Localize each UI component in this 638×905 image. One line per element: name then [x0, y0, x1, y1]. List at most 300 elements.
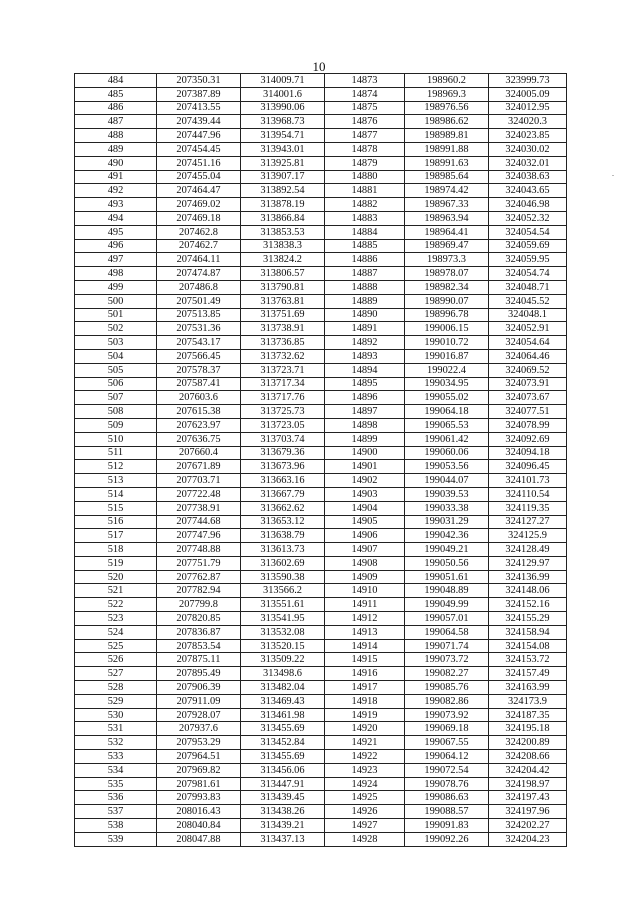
cell-x-coordinate: 207636.75 [157, 432, 241, 446]
cell-x-coordinate-2: 199042.36 [405, 529, 489, 543]
cell-y-coordinate-2: 324119.35 [489, 501, 567, 515]
cell-y-coordinate-2: 324048.1 [489, 308, 567, 322]
cell-point-number-2: 14886 [325, 253, 405, 267]
cell-point-number-2: 14908 [325, 556, 405, 570]
table-row [75, 777, 567, 791]
cell-y-coordinate: 313725.73 [241, 405, 325, 419]
cell-x-coordinate-2: 199050.56 [405, 556, 489, 570]
cell-point-number: 521 [75, 584, 157, 598]
cell-x-coordinate-2: 199069.18 [405, 722, 489, 736]
cell-point-number-2: 14900 [325, 446, 405, 460]
cell-point-number: 529 [75, 694, 157, 708]
cell-x-coordinate-2: 199082.86 [405, 694, 489, 708]
cell-x-coordinate: 207911.09 [157, 694, 241, 708]
cell-point-number-2: 14927 [325, 819, 405, 833]
table-row [75, 87, 567, 101]
cell-point-number-2: 14885 [325, 239, 405, 253]
cell-point-number-2: 14875 [325, 101, 405, 115]
cell-x-coordinate-2: 199006.15 [405, 322, 489, 336]
cell-y-coordinate: 313638.79 [241, 529, 325, 543]
cell-x-coordinate: 207513.85 [157, 308, 241, 322]
cell-y-coordinate: 313703.74 [241, 432, 325, 446]
cell-y-coordinate-2: 324158.94 [489, 625, 567, 639]
cell-point-number-2: 14889 [325, 294, 405, 308]
cell-y-coordinate-2: 324073.67 [489, 391, 567, 405]
cell-x-coordinate: 207748.88 [157, 543, 241, 557]
cell-y-coordinate: 313551.61 [241, 598, 325, 612]
cell-y-coordinate: 313892.54 [241, 184, 325, 198]
cell-point-number-2: 14890 [325, 308, 405, 322]
cell-y-coordinate: 313439.21 [241, 819, 325, 833]
cell-x-coordinate-2: 199067.55 [405, 736, 489, 750]
cell-x-coordinate-2: 199088.57 [405, 805, 489, 819]
cell-x-coordinate: 207875.11 [157, 653, 241, 667]
cell-x-coordinate-2: 199065.53 [405, 418, 489, 432]
cell-y-coordinate-2: 324154.08 [489, 639, 567, 653]
cell-y-coordinate-2: 324052.32 [489, 211, 567, 225]
cell-point-number: 527 [75, 667, 157, 681]
cell-x-coordinate-2: 199049.99 [405, 598, 489, 612]
page-number: 10 [312, 59, 326, 74]
cell-point-number-2: 14921 [325, 736, 405, 750]
cell-x-coordinate-2: 198974.42 [405, 184, 489, 198]
cell-x-coordinate: 207350.31 [157, 74, 241, 88]
cell-point-number: 494 [75, 211, 157, 225]
table-row [75, 225, 567, 239]
cell-x-coordinate: 207993.83 [157, 791, 241, 805]
cell-point-number-2: 14914 [325, 639, 405, 653]
cell-y-coordinate-2: 324030.02 [489, 142, 567, 156]
cell-point-number: 488 [75, 129, 157, 143]
cell-point-number: 530 [75, 708, 157, 722]
table-row [75, 101, 567, 115]
cell-y-coordinate: 313943.01 [241, 142, 325, 156]
cell-x-coordinate: 207623.97 [157, 418, 241, 432]
cell-x-coordinate: 207566.45 [157, 349, 241, 363]
cell-x-coordinate-2: 198986.62 [405, 115, 489, 129]
cell-point-number: 502 [75, 322, 157, 336]
table-row [75, 253, 567, 267]
cell-x-coordinate-2: 199061.42 [405, 432, 489, 446]
cell-x-coordinate: 207660.4 [157, 446, 241, 460]
cell-point-number-2: 14919 [325, 708, 405, 722]
cell-y-coordinate-2: 324059.95 [489, 253, 567, 267]
cell-point-number: 524 [75, 625, 157, 639]
table-row [75, 432, 567, 446]
cell-y-coordinate-2: 324043.65 [489, 184, 567, 198]
cell-x-coordinate-2: 198989.81 [405, 129, 489, 143]
cell-y-coordinate: 313520.15 [241, 639, 325, 653]
cell-x-coordinate: 207439.44 [157, 115, 241, 129]
cell-y-coordinate-2: 324187.35 [489, 708, 567, 722]
cell-x-coordinate: 207820.85 [157, 612, 241, 626]
table-row [75, 418, 567, 432]
cell-x-coordinate-2: 198969.3 [405, 87, 489, 101]
cell-x-coordinate: 207455.04 [157, 170, 241, 184]
cell-x-coordinate: 207738.91 [157, 501, 241, 515]
cell-point-number-2: 14893 [325, 349, 405, 363]
cell-x-coordinate-2: 199072.54 [405, 763, 489, 777]
cell-point-number-2: 14926 [325, 805, 405, 819]
table-row [75, 708, 567, 722]
cell-point-number: 498 [75, 267, 157, 281]
cell-point-number-2: 14906 [325, 529, 405, 543]
cell-point-number-2: 14879 [325, 156, 405, 170]
cell-point-number-2: 14923 [325, 763, 405, 777]
cell-y-coordinate: 313751.69 [241, 308, 325, 322]
cell-x-coordinate-2: 198963.94 [405, 211, 489, 225]
table-row [75, 211, 567, 225]
cell-y-coordinate: 313790.81 [241, 280, 325, 294]
table-row [75, 750, 567, 764]
cell-y-coordinate: 314009.71 [241, 74, 325, 88]
cell-x-coordinate: 207587.41 [157, 377, 241, 391]
cell-point-number: 538 [75, 819, 157, 833]
cell-x-coordinate: 207486.8 [157, 280, 241, 294]
cell-y-coordinate-2: 324155.29 [489, 612, 567, 626]
cell-point-number: 485 [75, 87, 157, 101]
cell-y-coordinate-2: 324163.99 [489, 681, 567, 695]
table-row [75, 556, 567, 570]
cell-y-coordinate-2: 324078.99 [489, 418, 567, 432]
cell-x-coordinate-2: 198976.56 [405, 101, 489, 115]
cell-point-number-2: 14874 [325, 87, 405, 101]
cell-y-coordinate: 313653.12 [241, 515, 325, 529]
cell-point-number: 508 [75, 405, 157, 419]
cell-point-number: 514 [75, 487, 157, 501]
cell-point-number: 497 [75, 253, 157, 267]
cell-y-coordinate: 313968.73 [241, 115, 325, 129]
cell-point-number-2: 14901 [325, 460, 405, 474]
cell-y-coordinate-2: 324005.09 [489, 87, 567, 101]
table-row [75, 322, 567, 336]
cell-point-number-2: 14880 [325, 170, 405, 184]
cell-y-coordinate: 313824.2 [241, 253, 325, 267]
cell-y-coordinate-2: 324101.73 [489, 474, 567, 488]
cell-y-coordinate: 313455.69 [241, 750, 325, 764]
table-row [75, 598, 567, 612]
cell-point-number: 509 [75, 418, 157, 432]
cell-point-number: 531 [75, 722, 157, 736]
cell-point-number: 518 [75, 543, 157, 557]
table-row [75, 460, 567, 474]
cell-y-coordinate-2: 324045.52 [489, 294, 567, 308]
cell-x-coordinate: 207474.87 [157, 267, 241, 281]
cell-point-number-2: 14909 [325, 570, 405, 584]
cell-point-number-2: 14917 [325, 681, 405, 695]
table-row [75, 763, 567, 777]
cell-point-number: 495 [75, 225, 157, 239]
cell-y-coordinate-2: 324197.96 [489, 805, 567, 819]
cell-y-coordinate: 313447.91 [241, 777, 325, 791]
cell-x-coordinate-2: 199034.95 [405, 377, 489, 391]
scan-speck [612, 175, 614, 176]
cell-y-coordinate: 313954.71 [241, 129, 325, 143]
cell-y-coordinate: 313723.71 [241, 363, 325, 377]
cell-x-coordinate: 207462.7 [157, 239, 241, 253]
cell-point-number-2: 14903 [325, 487, 405, 501]
cell-y-coordinate-2: 324198.97 [489, 777, 567, 791]
cell-point-number-2: 14898 [325, 418, 405, 432]
cell-point-number: 504 [75, 349, 157, 363]
cell-point-number: 512 [75, 460, 157, 474]
cell-y-coordinate: 313566.2 [241, 584, 325, 598]
cell-point-number: 511 [75, 446, 157, 460]
cell-x-coordinate: 207464.47 [157, 184, 241, 198]
cell-y-coordinate-2: 324208.66 [489, 750, 567, 764]
cell-x-coordinate: 208047.88 [157, 832, 241, 846]
cell-point-number: 515 [75, 501, 157, 515]
cell-y-coordinate: 313461.98 [241, 708, 325, 722]
cell-point-number: 517 [75, 529, 157, 543]
cell-y-coordinate: 313853.53 [241, 225, 325, 239]
cell-x-coordinate: 207543.17 [157, 336, 241, 350]
cell-point-number: 534 [75, 763, 157, 777]
cell-point-number-2: 14920 [325, 722, 405, 736]
cell-x-coordinate-2: 199060.06 [405, 446, 489, 460]
cell-x-coordinate-2: 198969.47 [405, 239, 489, 253]
cell-x-coordinate-2: 198978.07 [405, 267, 489, 281]
cell-point-number: 489 [75, 142, 157, 156]
cell-y-coordinate: 313590.38 [241, 570, 325, 584]
table-row [75, 129, 567, 143]
cell-y-coordinate: 313736.85 [241, 336, 325, 350]
cell-x-coordinate: 207747.96 [157, 529, 241, 543]
table-row [75, 805, 567, 819]
cell-x-coordinate: 207615.38 [157, 405, 241, 419]
table-row [75, 156, 567, 170]
cell-x-coordinate-2: 199057.01 [405, 612, 489, 626]
cell-point-number: 516 [75, 515, 157, 529]
cell-x-coordinate: 207964.51 [157, 750, 241, 764]
cell-x-coordinate-2: 198991.88 [405, 142, 489, 156]
cell-x-coordinate: 207578.37 [157, 363, 241, 377]
cell-y-coordinate: 313717.34 [241, 377, 325, 391]
cell-point-number-2: 14895 [325, 377, 405, 391]
cell-y-coordinate-2: 324054.64 [489, 336, 567, 350]
cell-point-number-2: 14904 [325, 501, 405, 515]
cell-x-coordinate-2: 199064.58 [405, 625, 489, 639]
cell-y-coordinate-2: 324127.27 [489, 515, 567, 529]
cell-x-coordinate: 207744.68 [157, 515, 241, 529]
cell-x-coordinate-2: 199073.72 [405, 653, 489, 667]
cell-x-coordinate-2: 198960.2 [405, 74, 489, 88]
cell-x-coordinate: 207751.79 [157, 556, 241, 570]
cell-y-coordinate-2: 324054.54 [489, 225, 567, 239]
cell-y-coordinate: 313866.84 [241, 211, 325, 225]
cell-point-number: 520 [75, 570, 157, 584]
cell-x-coordinate-2: 199073.92 [405, 708, 489, 722]
cell-point-number: 506 [75, 377, 157, 391]
cell-y-coordinate: 313806.57 [241, 267, 325, 281]
cell-point-number-2: 14894 [325, 363, 405, 377]
cell-y-coordinate: 313838.3 [241, 239, 325, 253]
cell-x-coordinate-2: 198973.3 [405, 253, 489, 267]
cell-y-coordinate: 313469.43 [241, 694, 325, 708]
table-row [75, 115, 567, 129]
cell-x-coordinate: 207447.96 [157, 129, 241, 143]
table-row [75, 487, 567, 501]
cell-y-coordinate-2: 324200.89 [489, 736, 567, 750]
cell-x-coordinate: 207531.36 [157, 322, 241, 336]
cell-x-coordinate-2: 199071.74 [405, 639, 489, 653]
cell-x-coordinate: 207953.29 [157, 736, 241, 750]
cell-x-coordinate: 207799.8 [157, 598, 241, 612]
cell-y-coordinate-2: 324204.23 [489, 832, 567, 846]
table-row [75, 198, 567, 212]
cell-x-coordinate-2: 199086.63 [405, 791, 489, 805]
cell-x-coordinate: 208016.43 [157, 805, 241, 819]
cell-x-coordinate-2: 199064.12 [405, 750, 489, 764]
cell-point-number-2: 14912 [325, 612, 405, 626]
cell-point-number-2: 14918 [325, 694, 405, 708]
cell-y-coordinate-2: 324129.97 [489, 556, 567, 570]
cell-point-number: 505 [75, 363, 157, 377]
cell-y-coordinate-2: 324197.43 [489, 791, 567, 805]
table-row [75, 363, 567, 377]
table-row [75, 529, 567, 543]
table-row [75, 405, 567, 419]
table-row [75, 625, 567, 639]
cell-point-number: 526 [75, 653, 157, 667]
cell-point-number: 491 [75, 170, 157, 184]
cell-y-coordinate: 314001.6 [241, 87, 325, 101]
table-row [75, 639, 567, 653]
cell-y-coordinate: 313925.81 [241, 156, 325, 170]
cell-x-coordinate-2: 199055.02 [405, 391, 489, 405]
cell-point-number-2: 14873 [325, 74, 405, 88]
table-row [75, 280, 567, 294]
cell-y-coordinate-2: 323999.73 [489, 74, 567, 88]
cell-point-number-2: 14907 [325, 543, 405, 557]
cell-point-number-2: 14888 [325, 280, 405, 294]
cell-y-coordinate: 313439.45 [241, 791, 325, 805]
cell-x-coordinate: 207762.87 [157, 570, 241, 584]
cell-y-coordinate-2: 324152.16 [489, 598, 567, 612]
cell-point-number: 501 [75, 308, 157, 322]
cell-y-coordinate-2: 324032.01 [489, 156, 567, 170]
cell-x-coordinate-2: 198991.63 [405, 156, 489, 170]
table-row [75, 474, 567, 488]
table-row [75, 446, 567, 460]
cell-point-number-2: 14881 [325, 184, 405, 198]
cell-x-coordinate-2: 199064.18 [405, 405, 489, 419]
cell-y-coordinate-2: 324202.27 [489, 819, 567, 833]
cell-point-number-2: 14897 [325, 405, 405, 419]
cell-y-coordinate-2: 324204.42 [489, 763, 567, 777]
cell-y-coordinate-2: 324157.49 [489, 667, 567, 681]
cell-y-coordinate-2: 324048.71 [489, 280, 567, 294]
cell-point-number-2: 14877 [325, 129, 405, 143]
cell-x-coordinate: 207937.6 [157, 722, 241, 736]
cell-point-number: 492 [75, 184, 157, 198]
table-row [75, 515, 567, 529]
cell-x-coordinate: 207387.89 [157, 87, 241, 101]
table-row [75, 308, 567, 322]
cell-point-number: 537 [75, 805, 157, 819]
cell-x-coordinate: 207469.02 [157, 198, 241, 212]
table-row [75, 267, 567, 281]
cell-x-coordinate: 207906.39 [157, 681, 241, 695]
cell-x-coordinate: 207969.82 [157, 763, 241, 777]
cell-point-number: 487 [75, 115, 157, 129]
table-body [75, 74, 567, 847]
cell-y-coordinate-2: 324012.95 [489, 101, 567, 115]
cell-x-coordinate: 207671.89 [157, 460, 241, 474]
table-row [75, 170, 567, 184]
cell-x-coordinate: 207836.87 [157, 625, 241, 639]
cell-x-coordinate-2: 199016.87 [405, 349, 489, 363]
cell-x-coordinate-2: 198967.33 [405, 198, 489, 212]
table-row [75, 570, 567, 584]
cell-point-number-2: 14883 [325, 211, 405, 225]
cell-point-number-2: 14925 [325, 791, 405, 805]
cell-y-coordinate: 313732.62 [241, 349, 325, 363]
cell-y-coordinate-2: 324092.69 [489, 432, 567, 446]
cell-y-coordinate: 313541.95 [241, 612, 325, 626]
cell-point-number-2: 14887 [325, 267, 405, 281]
table-row [75, 791, 567, 805]
table-row [75, 667, 567, 681]
cell-x-coordinate-2: 199092.26 [405, 832, 489, 846]
cell-y-coordinate: 313455.69 [241, 722, 325, 736]
cell-point-number: 519 [75, 556, 157, 570]
cell-point-number-2: 14896 [325, 391, 405, 405]
cell-x-coordinate-2: 199044.07 [405, 474, 489, 488]
table-row [75, 142, 567, 156]
cell-x-coordinate: 207981.61 [157, 777, 241, 791]
table-row [75, 349, 567, 363]
table-row [75, 74, 567, 88]
cell-y-coordinate: 313602.69 [241, 556, 325, 570]
cell-x-coordinate-2: 198990.07 [405, 294, 489, 308]
cell-point-number: 539 [75, 832, 157, 846]
cell-y-coordinate: 313456.06 [241, 763, 325, 777]
table-row [75, 612, 567, 626]
cell-x-coordinate-2: 199031.29 [405, 515, 489, 529]
cell-y-coordinate-2: 324148.06 [489, 584, 567, 598]
cell-y-coordinate-2: 324059.69 [489, 239, 567, 253]
cell-y-coordinate: 313509.22 [241, 653, 325, 667]
table-row [75, 294, 567, 308]
cell-y-coordinate: 313663.16 [241, 474, 325, 488]
table-row [75, 736, 567, 750]
table-row [75, 694, 567, 708]
cell-y-coordinate: 313679.36 [241, 446, 325, 460]
coordinates-table [74, 73, 567, 847]
cell-point-number-2: 14892 [325, 336, 405, 350]
table-row [75, 336, 567, 350]
cell-y-coordinate: 313763.81 [241, 294, 325, 308]
cell-x-coordinate-2: 199082.27 [405, 667, 489, 681]
cell-x-coordinate: 207895.49 [157, 667, 241, 681]
table-row [75, 819, 567, 833]
cell-point-number: 525 [75, 639, 157, 653]
cell-y-coordinate: 313723.05 [241, 418, 325, 432]
cell-point-number: 500 [75, 294, 157, 308]
cell-y-coordinate: 313990.06 [241, 101, 325, 115]
cell-point-number: 513 [75, 474, 157, 488]
cell-point-number: 486 [75, 101, 157, 115]
cell-point-number: 499 [75, 280, 157, 294]
cell-point-number-2: 14915 [325, 653, 405, 667]
cell-x-coordinate: 207501.49 [157, 294, 241, 308]
cell-x-coordinate: 207603.6 [157, 391, 241, 405]
cell-x-coordinate-2: 198985.64 [405, 170, 489, 184]
cell-point-number-2: 14913 [325, 625, 405, 639]
cell-point-number: 535 [75, 777, 157, 791]
table-row [75, 501, 567, 515]
